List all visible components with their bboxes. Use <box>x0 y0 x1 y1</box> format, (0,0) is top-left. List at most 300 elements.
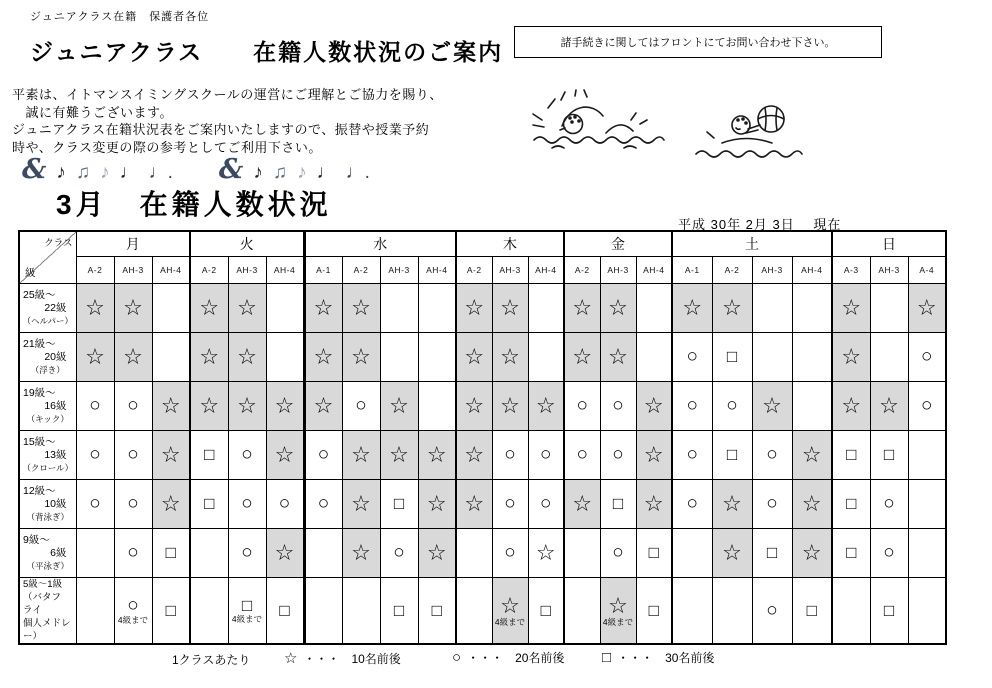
status-symbol: □ <box>846 543 857 563</box>
class-code-header: AH-3 <box>492 257 528 284</box>
status-cell <box>380 431 418 480</box>
music-notes-decoration <box>22 156 416 183</box>
status-symbol: ○ <box>576 395 588 417</box>
status-symbol: ☆ <box>572 491 593 517</box>
status-cell <box>418 480 456 529</box>
legend <box>0 649 992 669</box>
status-cell <box>600 333 636 382</box>
status-cell <box>636 333 672 382</box>
status-cell <box>908 529 946 578</box>
status-cell <box>492 578 528 645</box>
as-of-date: 平成 30年 2月 3日 現在 <box>678 217 842 232</box>
status-cell <box>342 529 380 578</box>
status-cell <box>908 284 946 333</box>
status-cell <box>752 480 792 529</box>
class-code-header: A-1 <box>672 257 712 284</box>
status-cell <box>114 382 152 431</box>
status-symbol: ☆ <box>500 393 520 419</box>
status-symbol: ☆ <box>500 344 520 370</box>
status-symbol: ☆ <box>722 295 742 321</box>
music-note-icon: ♩. <box>148 162 173 184</box>
legend-item-circle <box>452 649 564 666</box>
status-cell <box>564 529 600 578</box>
status-symbol: ☆ <box>572 295 593 321</box>
status-cell <box>752 284 792 333</box>
level-range-start: 12級～ <box>23 484 56 497</box>
status-symbol: □ <box>241 596 253 616</box>
status-symbol: ○ <box>127 542 139 564</box>
status-cell <box>792 529 832 578</box>
status-cell <box>832 431 870 480</box>
status-cell <box>114 333 152 382</box>
class-code-header: AH-4 <box>528 257 564 284</box>
status-symbol: ○ <box>127 444 139 466</box>
status-symbol: ○ <box>686 444 698 466</box>
treble-clef-icon: & <box>22 154 47 185</box>
class-code-header: A-4 <box>908 257 946 284</box>
class-code-header: A-2 <box>76 257 114 284</box>
status-symbol: ☆ <box>643 442 664 468</box>
status-symbol: ☆ <box>535 393 556 419</box>
day-header: 木 <box>456 231 564 257</box>
status-cell <box>636 431 672 480</box>
status-symbol: ☆ <box>643 491 664 517</box>
status-symbol: ☆ <box>608 344 628 370</box>
status-symbol: □ <box>279 600 290 620</box>
status-symbol: ☆ <box>722 540 742 566</box>
status-symbol: ☆ <box>801 442 822 468</box>
status-cell <box>152 382 190 431</box>
status-cell <box>190 333 228 382</box>
status-symbol: ○ <box>686 346 698 368</box>
class-code-header: AH-4 <box>636 257 672 284</box>
status-symbol: ☆ <box>389 442 409 468</box>
status-symbol: ☆ <box>199 344 220 370</box>
status-symbol: ☆ <box>274 393 295 419</box>
class-code-header: AH-3 <box>752 257 792 284</box>
status-cell <box>528 431 564 480</box>
status-symbol: ○ <box>883 493 895 515</box>
status-cell <box>456 431 492 480</box>
level-label-cell <box>19 382 76 431</box>
status-symbol: ☆ <box>123 344 143 370</box>
class-code-header: A-2 <box>712 257 752 284</box>
corner-class-label: クラス <box>44 238 73 249</box>
status-symbol: ☆ <box>722 491 742 517</box>
level-range-start: 21級～ <box>23 337 56 350</box>
day-header: 火 <box>190 231 304 257</box>
status-cell <box>528 578 564 645</box>
music-note-icon: ♪ <box>253 162 263 184</box>
status-cell <box>304 480 342 529</box>
status-cell <box>792 382 832 431</box>
status-cell <box>752 382 792 431</box>
status-cell <box>908 480 946 529</box>
status-symbol: ○ <box>393 542 405 564</box>
status-symbol: □ <box>648 543 659 563</box>
status-cell <box>304 431 342 480</box>
status-cell <box>228 333 266 382</box>
status-cell <box>114 578 152 645</box>
status-cell <box>304 578 342 645</box>
status-cell <box>380 284 418 333</box>
status-cell <box>456 480 492 529</box>
day-header: 月 <box>76 231 190 257</box>
table-row <box>19 480 946 529</box>
status-cell <box>908 431 946 480</box>
status-cell <box>712 333 752 382</box>
status-cell <box>76 578 114 645</box>
page-title: ジュニアクラス 在籍人数状況のご案内 <box>30 39 504 65</box>
status-cell <box>832 284 870 333</box>
status-cell <box>114 431 152 480</box>
level-range-start: 19級～ <box>23 386 56 399</box>
day-header: 土 <box>672 231 832 257</box>
status-symbol: □ <box>648 600 659 620</box>
status-cell <box>152 431 190 480</box>
status-cell <box>564 333 600 382</box>
status-symbol: ○ <box>504 542 516 564</box>
status-cell <box>190 529 228 578</box>
status-symbol: ○ <box>89 395 101 417</box>
cell-note: 4級まで <box>231 613 263 624</box>
level-range-start: 9級～ <box>23 533 50 546</box>
status-cell <box>492 480 528 529</box>
star-symbol: ☆ <box>284 650 298 667</box>
status-symbol: ☆ <box>351 540 371 566</box>
schedule-table <box>18 230 947 645</box>
status-cell <box>190 480 228 529</box>
intro-line: 平素は、イトマンスイミングスクールの運営にご理解とご協力を賜り、 <box>12 87 443 102</box>
status-cell <box>380 529 418 578</box>
status-cell <box>76 382 114 431</box>
legend-prefix: 1クラスあたり <box>172 653 251 667</box>
intro-line: 時や、クラス変更の際の参考としてご利用下さい。 <box>12 139 322 155</box>
music-note-icon: ♫ <box>75 162 91 184</box>
status-symbol: ☆ <box>682 295 703 321</box>
status-cell <box>76 431 114 480</box>
class-code-header: AH-3 <box>600 257 636 284</box>
status-symbol: ○ <box>576 444 588 466</box>
status-cell <box>792 480 832 529</box>
level-label-cell <box>19 529 76 578</box>
status-symbol: ☆ <box>389 393 409 419</box>
status-cell <box>228 529 266 578</box>
status-symbol: □ <box>612 494 624 514</box>
status-symbol: ○ <box>89 444 101 466</box>
level-stroke-name: （クロール） <box>22 462 74 473</box>
level-label-cell <box>19 578 76 645</box>
class-code-header: AH-3 <box>114 257 152 284</box>
status-cell <box>712 382 752 431</box>
status-cell <box>870 333 908 382</box>
music-notes-group <box>219 156 370 183</box>
status-cell <box>304 284 342 333</box>
status-cell <box>600 284 636 333</box>
status-symbol: ☆ <box>841 393 862 419</box>
status-cell <box>266 480 304 529</box>
status-cell <box>492 431 528 480</box>
status-symbol: ☆ <box>351 344 371 370</box>
status-cell <box>190 431 228 480</box>
status-cell <box>528 333 564 382</box>
status-cell <box>672 431 712 480</box>
status-symbol: ☆ <box>160 393 181 419</box>
legend-text: ・・・ 30名前後 <box>617 651 715 665</box>
status-symbol: ○ <box>89 493 101 515</box>
music-note-icon: ♩ <box>316 162 336 184</box>
class-code-header: AH-4 <box>266 257 304 284</box>
status-cell <box>600 382 636 431</box>
status-cell <box>752 529 792 578</box>
status-symbol: □ <box>846 494 857 514</box>
status-cell <box>752 578 792 645</box>
class-code-header: AH-4 <box>418 257 456 284</box>
status-symbol: ☆ <box>608 593 628 619</box>
status-symbol: ○ <box>355 395 367 417</box>
status-symbol: ☆ <box>464 393 485 419</box>
table-row <box>19 431 946 480</box>
class-code-header: A-3 <box>832 257 870 284</box>
status-cell <box>528 284 564 333</box>
music-note-icon: ♪ <box>297 162 307 184</box>
level-range-end: （バタフライ <box>23 592 62 616</box>
status-symbol: ○ <box>766 599 778 621</box>
status-cell <box>672 333 712 382</box>
status-symbol: ○ <box>766 444 778 466</box>
status-cell <box>792 333 832 382</box>
status-symbol: ☆ <box>608 295 628 321</box>
status-symbol: □ <box>726 347 738 367</box>
status-cell <box>600 578 636 645</box>
status-cell <box>76 480 114 529</box>
status-cell <box>672 284 712 333</box>
status-cell <box>418 529 456 578</box>
music-note-icon: ♩. <box>345 162 370 184</box>
status-cell <box>114 529 152 578</box>
class-code-header: A-2 <box>564 257 600 284</box>
class-code-header: A-2 <box>342 257 380 284</box>
table-row <box>19 529 946 578</box>
status-symbol: ☆ <box>762 393 782 419</box>
level-range-end: 16級 <box>44 399 67 412</box>
status-symbol: ☆ <box>160 442 181 468</box>
corner-grade-label: 級 <box>25 267 36 279</box>
status-cell <box>492 529 528 578</box>
level-range-end: 13級 <box>44 448 67 461</box>
status-symbol: ☆ <box>464 295 485 321</box>
status-symbol: □ <box>393 600 405 620</box>
status-cell <box>266 382 304 431</box>
status-symbol: ☆ <box>464 491 485 517</box>
status-cell <box>76 333 114 382</box>
legend-text: ・・・ 20名前後 <box>467 651 565 665</box>
status-symbol: ☆ <box>572 344 593 370</box>
status-symbol: □ <box>393 494 405 514</box>
status-symbol: ☆ <box>426 491 447 517</box>
level-range-end: 6級 <box>50 546 67 559</box>
status-symbol: ☆ <box>464 442 485 468</box>
status-cell <box>342 284 380 333</box>
status-cell <box>712 480 752 529</box>
status-symbol: □ <box>883 600 895 620</box>
level-label-cell <box>19 333 76 382</box>
status-symbol: □ <box>806 600 817 620</box>
status-cell <box>456 333 492 382</box>
status-symbol: ☆ <box>160 491 181 517</box>
status-symbol: ☆ <box>801 540 822 566</box>
status-symbol: ○ <box>317 493 330 515</box>
status-cell <box>636 480 672 529</box>
status-cell <box>266 578 304 645</box>
status-symbol: □ <box>165 600 176 620</box>
swimmer-illustration <box>528 88 668 168</box>
status-cell <box>832 578 870 645</box>
status-symbol: ☆ <box>500 295 520 321</box>
cell-note: 4級まで <box>602 616 634 627</box>
status-symbol: □ <box>766 543 778 563</box>
status-cell <box>152 480 190 529</box>
status-cell <box>908 578 946 645</box>
day-header: 水 <box>304 231 456 257</box>
status-symbol: ☆ <box>426 540 447 566</box>
status-cell <box>304 333 342 382</box>
status-cell <box>600 480 636 529</box>
status-cell <box>636 284 672 333</box>
status-cell <box>266 529 304 578</box>
status-symbol: ☆ <box>237 295 257 321</box>
level-range-end: 20級 <box>44 350 67 363</box>
status-symbol: ○ <box>612 444 624 466</box>
table-row <box>19 578 946 645</box>
status-symbol: ☆ <box>916 295 937 321</box>
level-range-start: 5級～1級 <box>23 579 63 590</box>
status-symbol: ○ <box>883 542 895 564</box>
intro-line: ジュニアクラス在籍状況表をご案内いたしますので、振替や授業予約 <box>12 122 430 137</box>
status-cell <box>342 382 380 431</box>
status-symbol: □ <box>726 445 738 465</box>
level-label-cell <box>19 480 76 529</box>
status-cell <box>870 578 908 645</box>
status-cell <box>152 284 190 333</box>
class-code-header: AH-3 <box>228 257 266 284</box>
status-symbol: ☆ <box>199 393 220 419</box>
status-cell <box>342 480 380 529</box>
status-cell <box>712 578 752 645</box>
level-stroke-name: （浮き） <box>30 364 65 375</box>
status-cell <box>456 529 492 578</box>
cell-note: 4級まで <box>494 616 526 627</box>
level-stroke-name: 個人メドレー） <box>23 618 71 642</box>
music-notes-group <box>22 156 173 183</box>
legend-item-square <box>602 649 714 666</box>
status-symbol: ☆ <box>237 393 257 419</box>
legend-item-star <box>284 649 401 667</box>
status-cell <box>672 480 712 529</box>
status-cell <box>792 578 832 645</box>
status-symbol: ☆ <box>643 393 664 419</box>
status-cell <box>190 578 228 645</box>
schedule-table-container <box>18 230 947 645</box>
status-symbol: ☆ <box>351 295 371 321</box>
status-symbol: □ <box>431 600 442 620</box>
status-cell <box>712 529 752 578</box>
status-cell <box>456 284 492 333</box>
status-cell <box>600 431 636 480</box>
month-title: 3月 在籍人数状況 <box>56 189 332 220</box>
status-cell <box>380 333 418 382</box>
status-cell <box>418 333 456 382</box>
status-symbol: ○ <box>686 493 698 515</box>
status-symbol: ○ <box>504 444 516 466</box>
level-range-end: 10級 <box>44 497 67 510</box>
status-cell <box>564 382 600 431</box>
status-cell <box>418 284 456 333</box>
level-stroke-name: （背泳ぎ） <box>26 511 69 522</box>
floating-swimmer-illustration <box>692 96 807 171</box>
status-symbol: ○ <box>766 493 778 515</box>
status-cell <box>114 480 152 529</box>
status-symbol: ○ <box>127 395 139 417</box>
intro-paragraph <box>12 86 443 156</box>
status-cell <box>636 578 672 645</box>
status-symbol: ☆ <box>199 295 220 321</box>
level-label-cell <box>19 431 76 480</box>
status-cell <box>792 284 832 333</box>
intro-line: 誠に有難うございます。 <box>12 104 173 120</box>
class-code-header: A-2 <box>456 257 492 284</box>
status-symbol: ☆ <box>801 491 822 517</box>
status-symbol: ○ <box>612 395 624 417</box>
status-symbol: □ <box>883 445 895 465</box>
status-cell <box>752 431 792 480</box>
status-cell <box>228 431 266 480</box>
class-code-header: A-1 <box>304 257 342 284</box>
status-symbol: ☆ <box>879 393 899 419</box>
status-cell <box>266 431 304 480</box>
class-code-header: A-2 <box>190 257 228 284</box>
status-cell <box>228 578 266 645</box>
status-cell <box>380 480 418 529</box>
status-cell <box>492 284 528 333</box>
status-cell <box>418 382 456 431</box>
day-header: 金 <box>564 231 672 257</box>
circle-symbol: ○ <box>452 649 462 666</box>
status-symbol: ○ <box>504 493 516 515</box>
class-code-header: AH-4 <box>152 257 190 284</box>
status-cell <box>908 333 946 382</box>
recipient-line: ジュニアクラス在籍 保護者各位 <box>30 11 210 23</box>
status-symbol: ☆ <box>351 442 371 468</box>
square-symbol: □ <box>602 649 612 666</box>
status-cell <box>564 480 600 529</box>
status-cell <box>752 333 792 382</box>
status-symbol: ☆ <box>85 295 105 321</box>
status-cell <box>832 382 870 431</box>
status-cell <box>228 284 266 333</box>
status-cell <box>152 578 190 645</box>
status-symbol: ☆ <box>274 442 295 468</box>
status-cell <box>564 578 600 645</box>
status-symbol: ☆ <box>313 344 334 370</box>
status-symbol: ○ <box>540 444 552 466</box>
status-symbol: ☆ <box>274 540 295 566</box>
status-symbol: ☆ <box>464 344 485 370</box>
status-cell <box>908 382 946 431</box>
status-symbol: ☆ <box>123 295 143 321</box>
status-cell <box>418 578 456 645</box>
status-cell <box>152 333 190 382</box>
